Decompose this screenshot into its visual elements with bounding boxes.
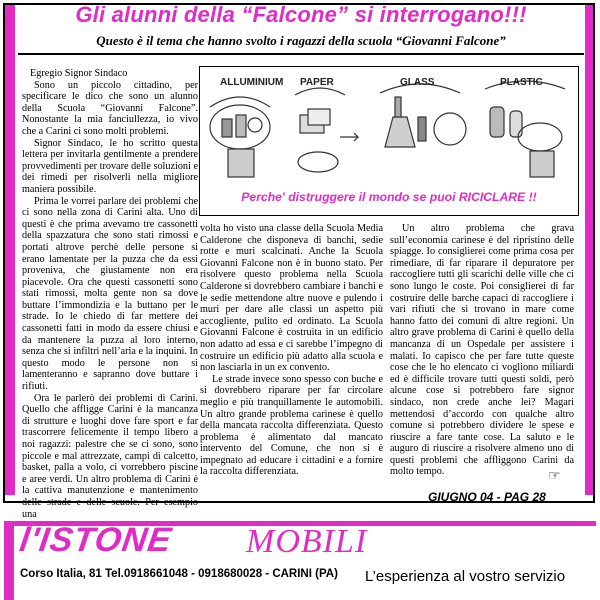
label-aluminium: ALLUMINIUM bbox=[220, 77, 284, 88]
paragraph: Signor Sindaco, le ho scritto questa lettera per invitarla gentilmente a prendere provvedimenti per trovare delle soluzioni e dei rimedi per risolverli nella migliore maniera possibile. bbox=[22, 137, 198, 195]
recycling-illustration bbox=[199, 66, 579, 216]
advert-slogan: L’esperienza al vostro servizio bbox=[365, 568, 566, 585]
left-accent-bar bbox=[5, 5, 15, 495]
recycling-slogan: Perche' distruggere il mondo se puoi RICICLARE !! bbox=[200, 190, 578, 204]
pointing-hand-icon: ☞ bbox=[548, 469, 561, 484]
article-column-3 bbox=[390, 223, 574, 478]
label-plastic: PLASTIC bbox=[500, 77, 543, 88]
label-glass: GLASS bbox=[400, 77, 435, 88]
advert-address: Corso Italia, 81 Tel.0918661048 - 0918680028 - CARINI (PA) bbox=[20, 568, 338, 580]
paragraph: volta ho visto una classe della Scuola Media Calderone che disponeva di banchi, sedie rotte e muri scalcinati. Anche la Scuola Giovanni Falcone non è in buono stato. Per risolvere questo problema nella Scuola Calderone si dovrebbero cambiare i banchi e le sedie mettendone altre nuove e pulendo i muri per dare alle classi un aspetto più accogliente, pulito ed ordinato. La Scuola Giovanni Falcone è costruita in un edificio non adatto ad essa e ci sarebbe l’impegno di costruire un edificio più adatto alla scuola e non lasciarla in un ex convento. bbox=[200, 223, 383, 374]
right-accent-bar bbox=[585, 5, 593, 495]
paragraph: Le strade invece sono spesso con buche e si dovrebbero riparare per far circolare meglio e più tranquillamente le automobili. Un altro grande problema carinese è quello della mancata raccolta differenziata. Questo problema è alimentato dal mancato intervento del Comune, che non si è impegnato ad educare i cittadini e a fornire la raccolta differenziata. bbox=[200, 373, 383, 478]
header-divider bbox=[18, 53, 584, 55]
page-subtitle: Questo è il tema che hanno svolto i ragazzi della scuola “Giovanni Falcone” bbox=[96, 33, 506, 48]
advert-brand-word: MOBILI bbox=[246, 523, 368, 560]
paragraph: Un altro problema che grava sull’economia carinese è del ripristino delle spiagge. Io consiglierei come prima cosa per rimediare, di far riparare il depuratore per raccogliere tutti gli scarichi delle ville che ci sono lungo le coste. Poi consiglierei di far costruire delle barche capaci di raccogliere i vari rifiuti che si trovano in mare come hanno fatto dei comuni di altre regioni. Un altro grave problema di Carini è quello della mancanza di un Ospedale per assistere i malati. Io capisco che per fare tutte queste cose che le ho elencato ci vogliono miliardi ed è difficile trovare tutti questi soldi, però alcune cose si potrebbero fare signor sindaco, non crede anche lei? Magari mettendosi d’accordo con qualche altro comune si potrebbero dividere le spese e riuscire a fare tante cose. La saluto e le auguro di riuscire a risolvere almeno uno di questi problemi che affliggono Carini da molto tempo. bbox=[390, 223, 574, 478]
paragraph: Sono un piccolo cittadino, per specificare le dico che sono un alunno della Scuola “Giovanni Falcone”. Nonostante la mia fanciullezza, io vivo che a Carini ci sono molti problemi. bbox=[22, 79, 198, 137]
page-info: GIUGNO 04 - PAG 28 bbox=[428, 490, 546, 504]
paragraph: Prima le vorrei parlare dei problemi che ci sono nella zona di Carini alta. Uno di questi è che prima avevamo tre cassonetti della spazzatura che sono stati rimossi e portati altrove perchè delle persone si erano lamentate per la puzza che da essi proveniva, che giustamente non era piacevole. Ora che questi cassonetti sono stati rimossi, molta gente non sa dove buttare l’immondizia e la buttano per le strade. Io le chiedo di far mettere dei cassonetti fatti in modo da essere chiusi e da mantenere la puzza al loro interno, senza che si infiltri nell’aria e la inquini. In questo modo le persone non si lamenteranno e sapranno dove buttare i rifiuti. bbox=[22, 195, 198, 393]
letter-greeting: Egregio Signor Sindaco bbox=[30, 68, 128, 79]
paragraph: Ora le parlerò dei problemi di Carini. Quello che affligge Carini è la mancanza di strutture e luoghi dove fare sport e far trascorrere felicemente il tempo libero a noi ragazzi: palestre che se ci sono, sono piccole e mal attrezzate, campi di calcetto, basket, palla a volo, ci vorrebbero piscine e aree verdi. Un altro problema di Carini è la cattiva manutenzione e mantenimento delle strade e delle scuole. Per esempio una bbox=[22, 392, 198, 520]
label-paper: PAPER bbox=[300, 77, 334, 88]
page-title: Gli alunni della “Falcone” si interrogano!!! bbox=[75, 2, 527, 27]
article-column-2 bbox=[200, 223, 383, 478]
article-column-1 bbox=[22, 68, 198, 520]
advert-brand-name: l'ISTONE bbox=[17, 521, 175, 559]
